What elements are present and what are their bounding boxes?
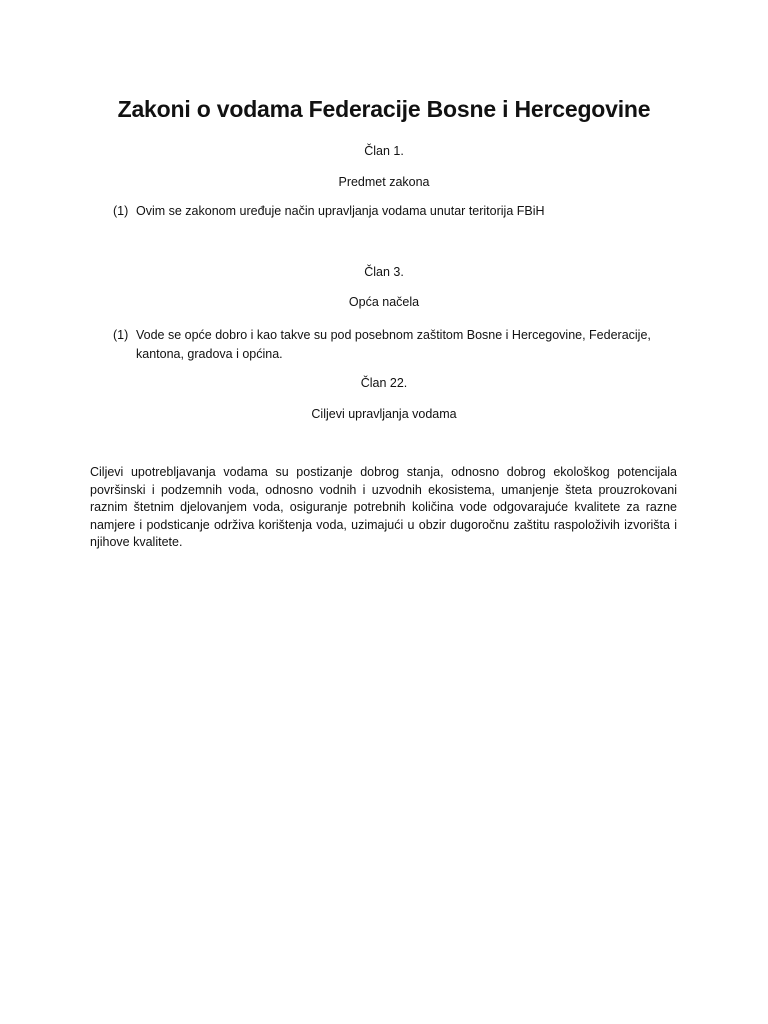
article-3-heading: Opća načela bbox=[348, 295, 420, 309]
document-title: Zakoni o vodama Federacije Bosne i Hercegovine bbox=[117, 96, 651, 122]
article-22-label: Član 22. bbox=[360, 376, 408, 390]
list-text: Ovim se zakonom uređuje način upravljanja vodama unutar teritorija FBiH bbox=[136, 204, 545, 218]
article-22-paragraph: Ciljevi upotrebljavanja vodama su postizanje dobrog stanja, odnosno dobrog ekološkog potencijala površinski i podzemnih voda, odnosno vodnih i uzvodnih ekosistema, umanjenje šteta prouzrokovani raznim štetnim djelovanjem voda, osiguranje potrebnih količina vode odgovarajuće kvalitete za razne namjere i podsticanje održiva korištenja voda, uzimajući u obzir dugoročnu zaštitu raspoloživih izvorišta i njihove kvalitete. bbox=[90, 465, 677, 549]
article-3-label: Član 3. bbox=[364, 265, 404, 279]
list-number: (1) bbox=[113, 328, 129, 342]
article-1-heading: Predmet zakona bbox=[338, 175, 430, 189]
article-22-heading: Ciljevi upravljanja vodama bbox=[311, 407, 457, 421]
article-1-item-1 bbox=[113, 202, 673, 222]
list-number: (1) bbox=[113, 204, 129, 218]
article-3-item-1 bbox=[113, 326, 673, 366]
article-1-label: Član 1. bbox=[364, 144, 404, 158]
list-text: Vode se opće dobro i kao takve su pod posebnom zaštitom Bosne i Hercegovine, Federacije, kantona, gradova i općina. bbox=[136, 328, 651, 361]
